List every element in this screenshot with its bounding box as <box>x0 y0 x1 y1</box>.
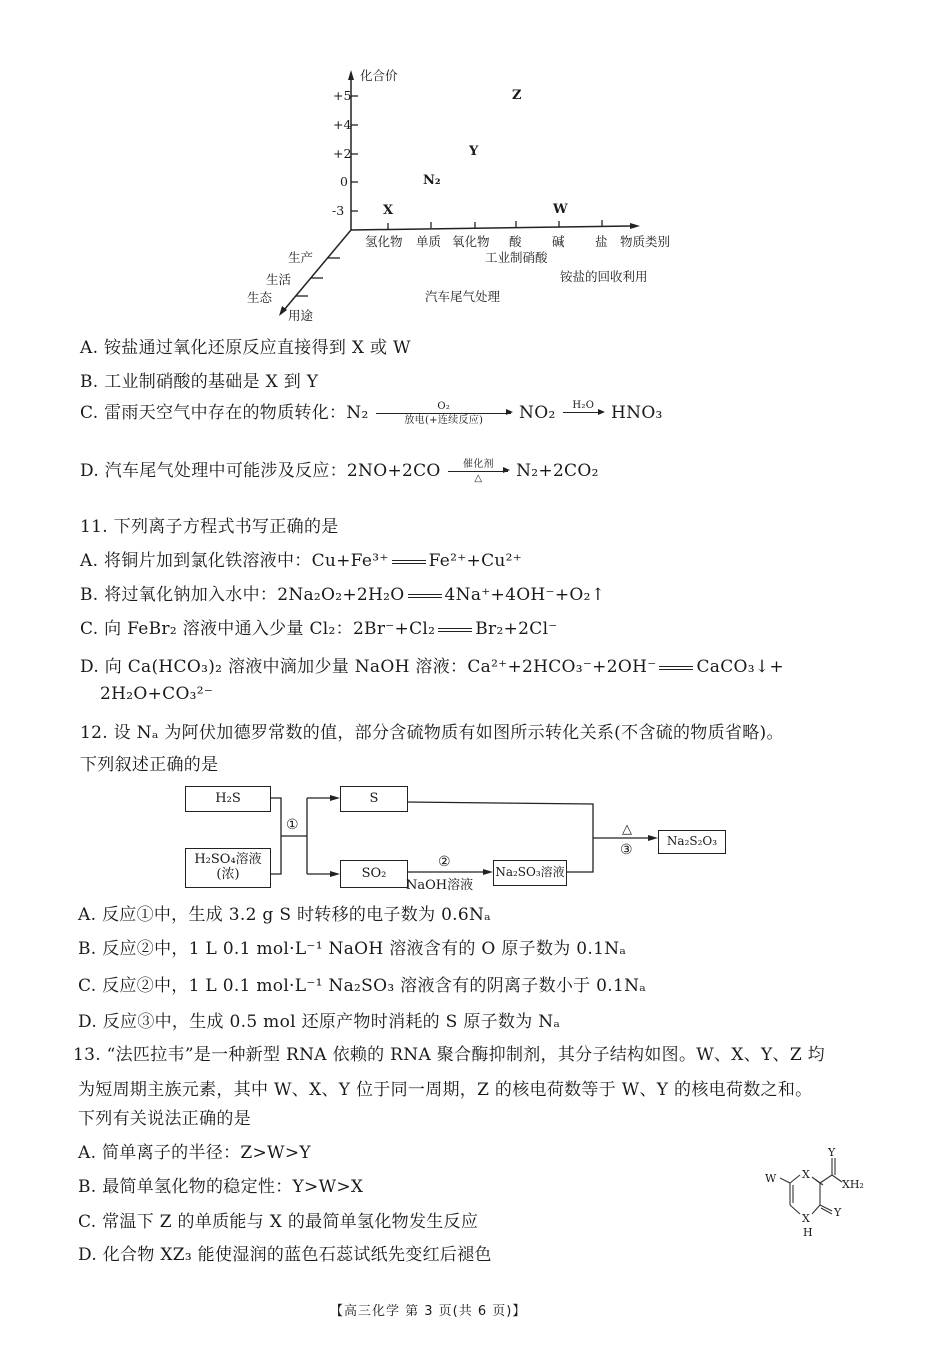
option-text: D. 向 Ca(HCO₃)₂ 溶液中滴加少量 NaOH 溶液：Ca²⁺+2HCO₃⁻+2OH⁻ <box>80 657 657 677</box>
option-text: A. 将铜片加到氯化铁溶液中：Cu+Fe³⁺ <box>80 551 389 571</box>
atom-y-top: Y <box>828 1146 836 1159</box>
q12-option-b: B. 反应②中，1 L 0.1 mol·L⁻¹ NaOH 溶液含有的 O 原子数为 0.1Nₐ <box>78 939 627 959</box>
step-1-label: ① <box>286 817 299 833</box>
q13-option-d: D. 化合物 XZ₃ 能使湿润的蓝色石蕊试纸先变红后褪色 <box>78 1245 492 1265</box>
arrow-condition: H₂O <box>572 400 595 411</box>
point-n2: N₂ <box>423 173 441 188</box>
use-label: 工业制硝酸 <box>485 250 548 265</box>
atom-w: W <box>765 1172 777 1185</box>
q12-option-a: A. 反应①中，生成 3.2 g S 时转移的电子数为 0.6Nₐ <box>78 905 492 925</box>
atom-xh2: XH₂ <box>842 1178 864 1191</box>
box-label: H₂SO₄溶液 <box>194 852 262 868</box>
q11-stem: 11. 下列离子方程式书写正确的是 <box>80 517 339 537</box>
box-h2s: H₂S <box>185 786 271 812</box>
step-2-label: ② <box>438 854 451 870</box>
x-category: 氧化物 <box>452 234 490 249</box>
reaction-arrow <box>448 459 508 485</box>
x-axis-label: 物质类别 <box>620 234 671 249</box>
q11-option-d <box>80 652 784 677</box>
step-2-reagent: NaOH溶液 <box>406 878 474 893</box>
reaction-arrow <box>563 400 603 413</box>
option-text: HNO₃ <box>611 403 663 423</box>
option-text: B. 将过氧化钠加入水中：2Na₂O₂+2H₂O <box>80 585 405 605</box>
q10-option-c <box>80 398 663 427</box>
page-footer: 【高三化学 第 3 页(共 6 页)】 <box>330 1304 527 1319</box>
q10-option-d <box>80 456 599 485</box>
option-text: N₂+2CO₂ <box>516 461 599 481</box>
q10-figure <box>240 60 700 330</box>
z-tick: 生态 <box>247 290 273 305</box>
x-category: 碱 <box>552 234 565 249</box>
arrow-condition: O₂ <box>437 400 451 412</box>
q12-option-c: C. 反应②中，1 L 0.1 mol·L⁻¹ Na₂SO₃ 溶液含有的阴离子数小于 0.1Nₐ <box>78 976 647 996</box>
z-tick: 生活 <box>266 272 292 287</box>
option-text: NO₂ <box>519 403 556 423</box>
q12-option-d: D. 反应③中，生成 0.5 mol 还原产物时消耗的 S 原子数为 Nₐ <box>78 1012 561 1032</box>
arrow-condition: 催化剂 <box>462 458 494 470</box>
point-w: W <box>553 202 568 217</box>
point-y: Y <box>469 144 479 159</box>
arrow-condition: 放电(+连续反应) <box>404 414 484 426</box>
q13-option-a: A. 简单离子的半径：Z>W>Y <box>78 1143 311 1163</box>
q13-option-b: B. 最简单氢化物的稳定性：Y>W>X <box>78 1177 364 1197</box>
x-category: 盐 <box>595 234 608 249</box>
heat-label: △ <box>622 822 632 837</box>
point-x: X <box>383 203 394 218</box>
y-tick: -3 <box>332 203 345 218</box>
point-z: Z <box>512 88 522 103</box>
atom-x-bottom: X <box>802 1212 810 1225</box>
box-h2so4 <box>185 848 271 888</box>
q13-molecule-structure <box>760 1146 890 1245</box>
reaction-arrow <box>376 401 511 427</box>
q11-option-a <box>80 546 522 571</box>
step-3-label: ③ <box>620 842 633 858</box>
box-label: (浓) <box>216 867 240 882</box>
q13-stem-1: 13. “法匹拉韦”是一种新型 RNA 依赖的 RNA 聚合酶抑制剂，其分子结构如图。W、X、Y、Z 均 <box>73 1045 825 1065</box>
q11-option-c <box>80 614 558 639</box>
option-text: Br₂+2Cl⁻ <box>475 619 558 639</box>
box-na2so3: Na₂SO₃溶液 <box>493 860 567 886</box>
q10-option-b: B. 工业制硝酸的基础是 X 到 Y <box>80 372 319 392</box>
z-tick: 生产 <box>288 250 314 265</box>
option-text: CaCO₃↓+ <box>696 657 784 677</box>
q12-diagram <box>180 780 730 893</box>
y-tick: +2 <box>333 146 352 161</box>
equals-sign <box>392 560 426 564</box>
y-tick: +4 <box>333 117 352 132</box>
atom-h: H <box>803 1226 813 1239</box>
atom-x-top: X <box>802 1168 810 1181</box>
y-tick: 0 <box>340 174 348 189</box>
y-tick: +5 <box>333 88 352 103</box>
x-category: 单质 <box>416 234 442 249</box>
box-s: S <box>340 786 408 812</box>
option-text: D. 汽车尾气处理中可能涉及反应：2NO+2CO <box>80 461 441 481</box>
use-label: 铵盐的回收利用 <box>560 269 648 284</box>
equals-sign <box>408 594 442 598</box>
option-text: Fe²⁺+Cu²⁺ <box>428 551 523 571</box>
z-axis-label: 用途 <box>288 308 314 323</box>
q12-stem-2: 下列叙述正确的是 <box>80 755 219 775</box>
q13-option-c: C. 常温下 Z 的单质能与 X 的最简单氢化物发生反应 <box>78 1212 479 1232</box>
structure-bonds <box>760 1150 890 1245</box>
y-axis-label: 化合价 <box>360 68 398 83</box>
x-category: 氢化物 <box>365 234 403 249</box>
q11-option-b <box>80 580 605 605</box>
equals-sign <box>438 628 472 632</box>
use-label: 汽车尾气处理 <box>425 289 501 304</box>
option-text: C. 雷雨天空气中存在的物质转化：N₂ <box>80 403 369 423</box>
q10-option-a: A. 铵盐通过氧化还原反应直接得到 X 或 W <box>80 338 411 358</box>
option-text: C. 向 FeBr₂ 溶液中通入少量 Cl₂：2Br⁻+Cl₂ <box>80 619 436 639</box>
q11-option-d-cont: 2H₂O+CO₃²⁻ <box>100 684 214 704</box>
q13-stem-3: 下列有关说法正确的是 <box>78 1109 251 1129</box>
q13-stem-2: 为短周期主族元素，其中 W、X、Y 位于同一周期，Z 的核电荷数等于 W、Y 的核电荷数之和。 <box>78 1080 813 1100</box>
equals-sign <box>659 666 693 670</box>
x-category: 酸 <box>509 234 522 249</box>
option-text: 4Na⁺+4OH⁻+O₂↑ <box>444 585 606 605</box>
box-na2s2o3: Na₂S₂O₃ <box>658 830 726 854</box>
q12-stem-1: 12. 设 Nₐ 为阿伏加德罗常数的值，部分含硫物质有如图所示转化关系(不含硫的物质省略)。 <box>80 723 784 743</box>
arrow-condition: △ <box>474 472 483 484</box>
box-so2: SO₂ <box>340 860 408 888</box>
atom-y-right: Y <box>834 1206 842 1219</box>
